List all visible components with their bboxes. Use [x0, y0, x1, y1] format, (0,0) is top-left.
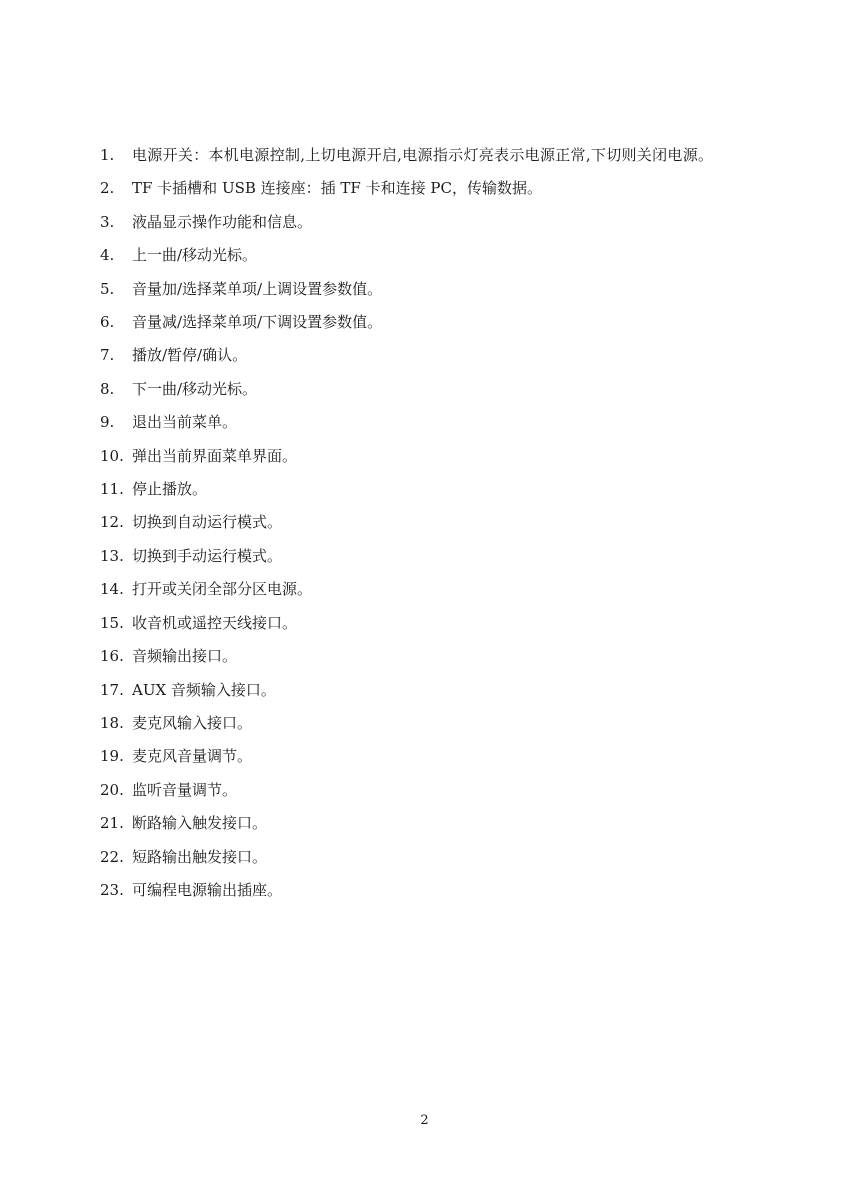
item-number: 11. [100, 480, 124, 499]
item-text: 退出当前菜单。 [132, 413, 238, 432]
item-text: 音量加/选择菜单项/上调设置参数值。 [132, 279, 383, 298]
item-number: 13. [100, 546, 124, 565]
item-number: 16. [100, 647, 124, 666]
list-item [100, 306, 780, 339]
item-text: 短路输出触发接口。 [132, 847, 268, 866]
item-number: 1. [100, 146, 115, 164]
item-text: 停止播放。 [132, 480, 208, 499]
list-item [100, 607, 780, 640]
list-item [100, 841, 780, 874]
list-item [100, 440, 780, 473]
item-text: 切换到手动运行模式。 [132, 546, 283, 565]
item-text: 音频输出接口。 [132, 647, 238, 666]
item-text: 液晶显示操作功能和信息。 [132, 212, 313, 231]
item-number: 6. [100, 313, 115, 332]
item-number: 4. [100, 246, 115, 265]
item-number: 22. [100, 847, 124, 866]
list-item [100, 740, 780, 773]
item-text: 上一曲/移动光标。 [132, 246, 258, 265]
item-number: 3. [100, 212, 115, 231]
list-item [100, 239, 780, 272]
list-item [100, 473, 780, 506]
item-number: 18. [100, 713, 124, 732]
item-text: 可编程电源输出插座。 [132, 880, 283, 899]
list-item [100, 573, 780, 606]
item-text: 收音机或遥控天线接口。 [132, 613, 298, 632]
item-text: AUX 音频输入接口。 [132, 680, 276, 699]
list-item [100, 540, 780, 573]
list-item [100, 774, 780, 807]
item-text: 电源开关：本机电源控制,上切电源开启,电源指示灯亮表示电源正常,下切则关闭电源。 [132, 146, 714, 164]
list-item [100, 874, 780, 907]
item-number: 7. [100, 346, 115, 365]
item-text: 麦克风输入接口。 [132, 713, 253, 732]
list-item [100, 707, 780, 740]
list-item [100, 807, 780, 840]
item-number: 8. [100, 379, 115, 398]
function-list [100, 139, 780, 907]
list-item [100, 506, 780, 539]
list-item [100, 373, 780, 406]
item-number: 23. [100, 880, 124, 899]
item-text: 打开或关闭全部分区电源。 [132, 580, 313, 599]
item-text: 切换到自动运行模式。 [132, 513, 283, 532]
item-text: 下一曲/移动光标。 [132, 379, 258, 398]
item-number: 20. [100, 780, 124, 799]
list-item [100, 273, 780, 306]
list-item [100, 640, 780, 673]
list-item [100, 406, 780, 439]
list-item [100, 206, 780, 239]
list-item [100, 172, 780, 205]
item-number: 21. [100, 814, 124, 833]
item-number: 19. [100, 747, 124, 766]
page-number: 2 [420, 1113, 429, 1128]
item-number: 2. [100, 179, 115, 198]
list-item [100, 139, 780, 172]
item-text: 播放/暂停/确认。 [132, 346, 248, 365]
item-text: 麦克风音量调节。 [132, 747, 253, 766]
item-number: 14. [100, 580, 124, 599]
item-text: 断路输入触发接口。 [132, 814, 268, 833]
list-item [100, 674, 780, 707]
item-number: 9. [100, 413, 115, 432]
list-item [100, 339, 780, 372]
item-number: 15. [100, 613, 124, 632]
item-number: 17. [100, 680, 124, 699]
item-text: 弹出当前界面菜单界面。 [132, 446, 298, 465]
item-text: 监听音量调节。 [132, 780, 238, 799]
item-text: TF 卡插槽和 USB 连接座：插 TF 卡和连接 PC，传输数据。 [132, 179, 542, 198]
item-number: 10. [100, 446, 124, 465]
item-text: 音量减/选择菜单项/下调设置参数值。 [132, 313, 383, 332]
item-number: 5. [100, 279, 115, 298]
item-number: 12. [100, 513, 124, 532]
